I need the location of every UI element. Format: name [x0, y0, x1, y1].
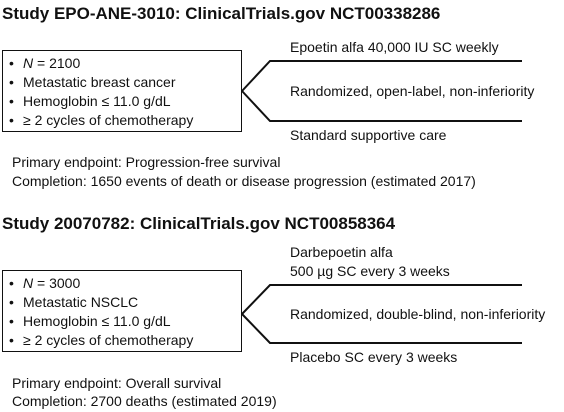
study-2-arm-treatment-name: Darbepoetin alfa — [290, 244, 393, 260]
criteria-item: • Hemoglobin ≤ 11.0 g/dL — [7, 92, 241, 111]
study-1-design-label: Randomized, open-label, non-inferiority — [290, 83, 535, 99]
criteria-item: • ≥ 2 cycles of chemotherapy — [7, 331, 241, 350]
criteria-item-n: • N = 2100 — [7, 54, 241, 73]
study-1-arm-treatment: Epoetin alfa 40,000 IU SC weekly — [290, 39, 499, 55]
criteria-item-n: • N = 3000 — [7, 274, 241, 293]
criteria-item: • Metastatic breast cancer — [7, 73, 241, 92]
criteria-item: • ≥ 2 cycles of chemotherapy — [7, 111, 241, 130]
study-2-primary-endpoint: Primary endpoint: Overall survival — [12, 375, 222, 391]
study-1-completion: Completion: 1650 events of death or disease progression (estimated 2017) — [12, 173, 476, 189]
study-2-design-label: Randomized, double-blind, non-inferiority — [290, 306, 546, 322]
study-1-arm-control: Standard supportive care — [290, 127, 447, 143]
study-2-title: Study 20070782: ClinicalTrials.gov NCT00858364 — [2, 214, 396, 233]
criteria-item: • Metastatic NSCLC — [7, 293, 241, 312]
criteria-item: • Hemoglobin ≤ 11.0 g/dL — [7, 312, 241, 331]
study-2-arm-treatment-dose: 500 µg SC every 3 weeks — [290, 263, 450, 279]
study-2-completion: Completion: 2700 deaths (estimated 2019) — [12, 393, 277, 409]
study-2-arm-control: Placebo SC every 3 weeks — [290, 349, 458, 365]
study-1-title: Study EPO-ANE-3010: ClinicalTrials.gov NCT00338286 — [2, 4, 441, 23]
study-1-primary-endpoint: Primary endpoint: Progression-free survival — [12, 154, 281, 170]
